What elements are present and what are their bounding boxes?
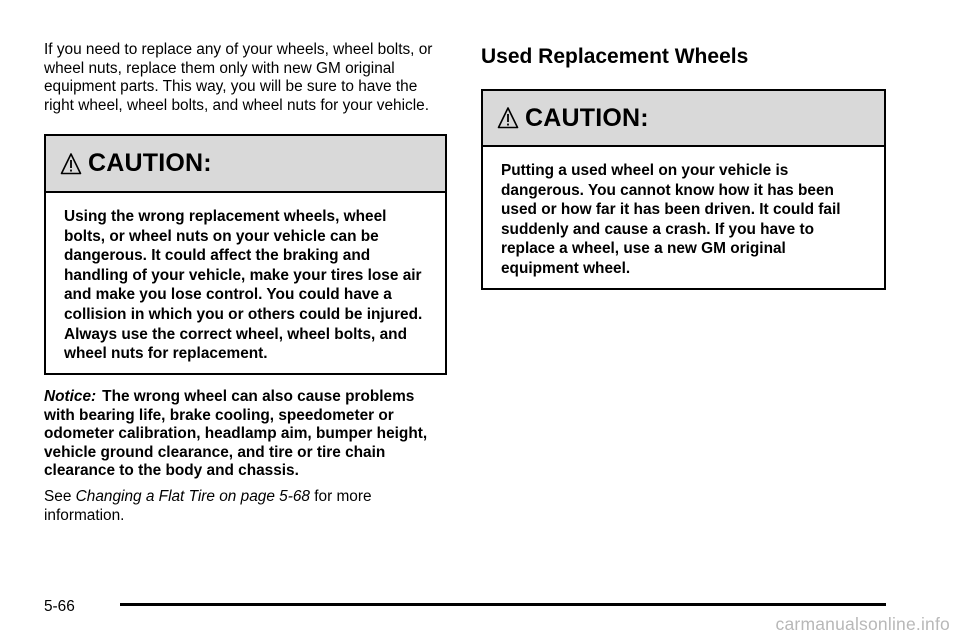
notice-text: The wrong wheel can also cause problems with bearing life, brake cooling, speedometer or odometer calibration, headlamp aim, bumper height, vehicle ground clearance, and tire or tire chain clearance to the body and chassis. — [44, 388, 428, 480]
see-prefix: See — [44, 488, 72, 505]
intro-paragraph: If you need to replace any of your wheels, wheel bolts, or wheel nuts, replace them only with new GM original equipment parts. This way, you will be sure to have the right wheel, wheel bolts, and wheel nuts for your vehicle. — [44, 41, 433, 114]
section-title: Used Replacement Wheels — [481, 45, 749, 68]
see-suffix: for more information. — [44, 488, 372, 524]
footer-rule — [120, 603, 886, 606]
cross-reference-link[interactable]: Changing a Flat Tire on page 5-68 — [75, 488, 310, 505]
caution-box-wrong-wheels — [44, 134, 447, 375]
caution-box-used-wheels — [481, 89, 886, 290]
see-reference — [44, 488, 448, 525]
caution-text: Putting a used wheel on your vehicle is dangerous. You cannot know how it has been used or how far it has been driven. It could fail suddenly and cause a crash. If you have to replace a wheel, use a new GM original equipment wheel. — [501, 162, 841, 277]
notice-paragraph — [44, 388, 448, 481]
caution-header — [46, 136, 445, 193]
warning-triangle-icon — [497, 106, 519, 130]
notice-label: Notice: — [44, 388, 97, 405]
watermark: carmanualsonline.info — [775, 614, 950, 634]
caution-title: CAUTION: — [88, 149, 212, 177]
caution-header — [483, 91, 884, 147]
caution-title: CAUTION: — [525, 103, 649, 132]
page-number: 5-66 — [44, 598, 75, 615]
warning-triangle-icon — [60, 152, 82, 176]
caution-text: Using the wrong replacement wheels, wheel bolts, or wheel nuts on your vehicle can be dangerous. It could affect the braking and handling of your vehicle, make your tires lose air and make you lose control. You could have a collision in which you or others could be injured. Always use the correct wheel, wheel bolts, and wheel nuts for replacement. — [64, 208, 423, 363]
